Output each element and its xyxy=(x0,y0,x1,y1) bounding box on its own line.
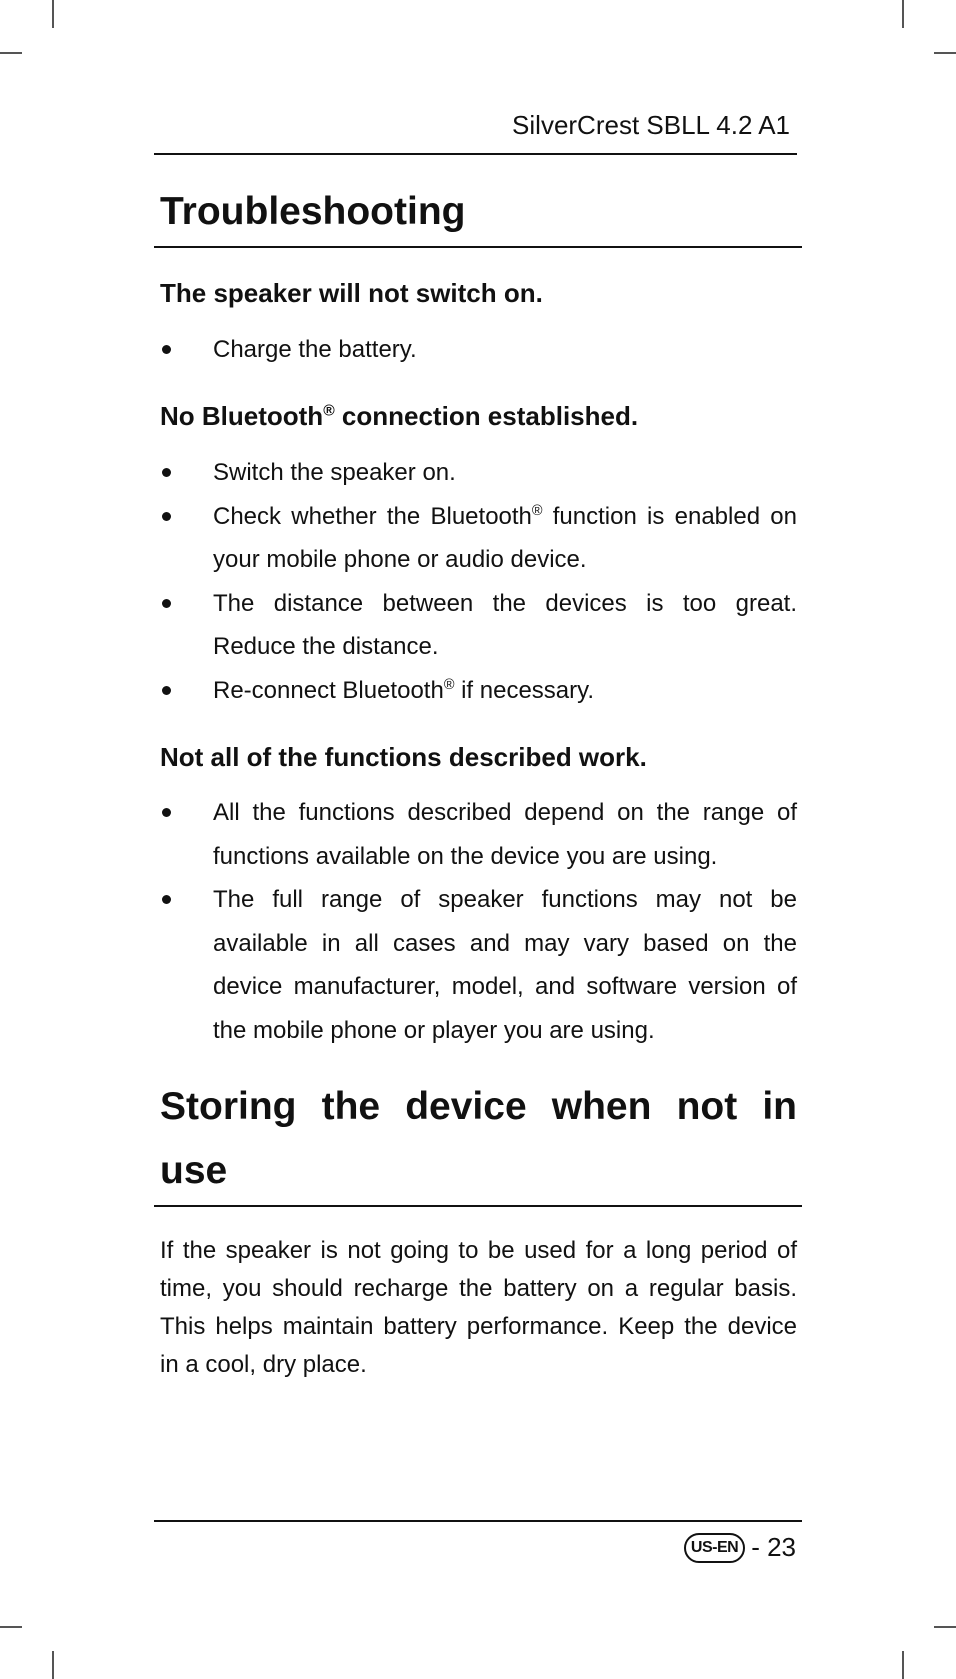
bullet-list-no-bluetooth xyxy=(160,451,797,712)
list-item: Check whether the Bluetooth® function is enabled on your mobile phone or audio device. xyxy=(160,495,797,582)
list-item: Re-connect Bluetooth® if necessary. xyxy=(160,669,797,713)
section-heading-no-bluetooth: No Bluetooth® connection established. xyxy=(160,401,639,431)
bullet-icon xyxy=(162,686,171,695)
crop-mark xyxy=(934,1626,956,1628)
language-badge: US-EN xyxy=(684,1533,745,1563)
page-number: - 23 xyxy=(751,1532,796,1562)
crop-mark xyxy=(902,0,904,28)
list-item: Charge the battery. xyxy=(160,328,797,372)
section-heading-no-power: The speaker will not switch on. xyxy=(160,278,543,308)
storing-rule xyxy=(154,1205,802,1207)
bullet-icon xyxy=(162,599,171,608)
header-rule xyxy=(154,153,797,155)
bullet-list-functions xyxy=(160,791,797,1052)
title-rule xyxy=(154,246,802,248)
bullet-icon xyxy=(162,895,171,904)
bullet-icon xyxy=(162,808,171,817)
page-footer xyxy=(684,1532,796,1563)
section-heading-functions: Not all of the functions described work. xyxy=(160,742,647,772)
crop-mark xyxy=(0,52,22,54)
crop-mark xyxy=(934,52,956,54)
bullet-icon xyxy=(162,345,171,354)
footer-rule xyxy=(154,1520,802,1522)
list-item: The distance between the devices is too great. Reduce the distance. xyxy=(160,582,797,669)
bullet-icon xyxy=(162,512,171,521)
crop-mark xyxy=(0,1626,22,1628)
crop-mark xyxy=(52,1651,54,1679)
storing-title: Storing the device when not in use xyxy=(160,1085,797,1192)
bullet-icon xyxy=(162,468,171,477)
crop-mark xyxy=(52,0,54,28)
product-header: SilverCrest SBLL 4.2 A1 xyxy=(512,110,790,140)
storing-body: If the speaker is not going to be used for a long period of time, you should recharge the battery on a regular basis. This helps maintain battery performance. Keep the device in a cool, dry place. xyxy=(160,1237,797,1378)
list-item: The full range of speaker functions may not be available in all cases and may vary based on the device manufacturer, model, and software version of the mobile phone or player you are using. xyxy=(160,878,797,1052)
list-item: All the functions described depend on the range of functions available on the device you are using. xyxy=(160,791,797,878)
list-item: Switch the speaker on. xyxy=(160,451,797,495)
crop-mark xyxy=(902,1651,904,1679)
bullet-list-no-power xyxy=(160,328,797,372)
troubleshooting-title: Troubleshooting xyxy=(160,190,466,233)
